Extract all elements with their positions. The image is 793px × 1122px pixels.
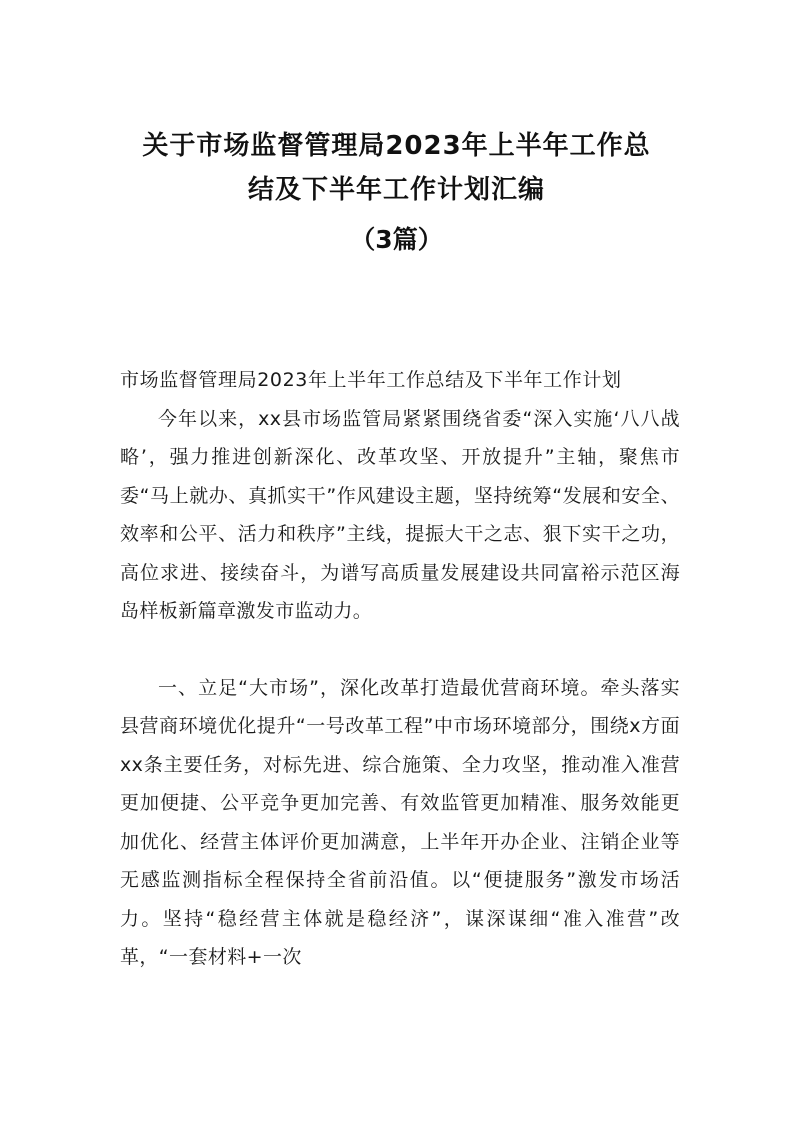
document-title <box>0 124 793 212</box>
document-body <box>120 361 680 977</box>
title-line-2: 结及下半年工作计划汇编 <box>247 175 545 205</box>
section-subtitle: 市场监督管理局2023年上半年工作总结及下半年工作计划 <box>120 369 622 391</box>
title-line-1: 关于市场监督管理局2023年上半年工作总 <box>142 131 651 161</box>
article-count: （3篇） <box>350 225 443 254</box>
paragraph-section-one: 一、立足“大市场”，深化改革打造最优营商环境。牵头落实县营商环境优化提升“一号改革工程”中市场环境部分，围绕x方面xx条主要任务，对标先进、综合施策、全力攻坚，推动准入准营更加便捷、公平竞争更加完善、有效监管更加精准、服务效能更加优化、经营主体评价更加满意，上半年开办企业、注销企业等无感监测指标全程保持全省前沿值。以“便捷服务”激发市场活力。坚持“稳经营主体就是稳经济”，谋深谋细“准入准营”改革，“一套材料+一次 <box>120 676 680 968</box>
paragraph-intro: 今年以来，xx县市场监管局紧紧围绕省委“深入实施‘八八战略’，强力推进创新深化、改革攻坚、开放提升”主轴，聚焦市委“马上就办、真抓实干”作风建设主题，坚持统筹“发展和安全、效率和公平、活力和秩序”主线，提振大干之志、狠下实干之功，高位求进、接续奋斗，为谱写高质量发展建设共同富裕示范区海岛样板新篇章激发市监动力。 <box>120 407 680 622</box>
